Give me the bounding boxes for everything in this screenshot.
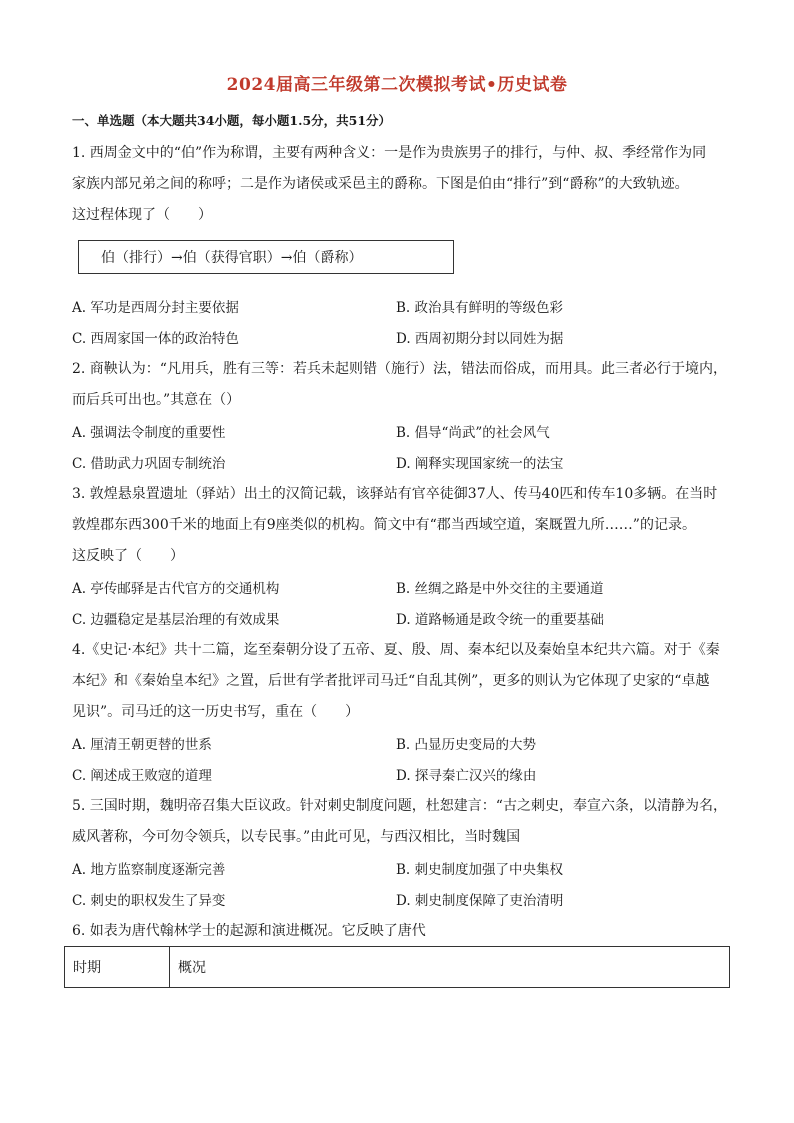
table-header-period: 时期 [65, 947, 170, 988]
q5-option-b[interactable]: B. 刺史制度加强了中央集权 [396, 862, 564, 878]
q1-option-d[interactable]: D. 西周初期分封以同姓为据 [396, 331, 564, 347]
q1-option-b[interactable]: B. 政治具有鲜明的等级色彩 [396, 300, 564, 316]
q4-option-a[interactable]: A. 厘清王朝更替的世系 [72, 737, 212, 753]
q2-option-d[interactable]: D. 阐释实现国家统一的法宝 [396, 456, 564, 472]
q3-option-a[interactable]: A. 亭传邮驿是古代官方的交通机构 [72, 581, 280, 597]
q2-option-b[interactable]: B. 倡导“尚武”的社会风气 [396, 425, 550, 441]
exam-title: 2024届高三年级第二次模拟考试•历史试卷 [226, 75, 568, 95]
q3-option-c[interactable]: C. 边疆稳定是基层治理的有效成果 [72, 612, 280, 628]
q1-line-3: 这过程体现了（ ） [72, 207, 212, 223]
q4-line-2: 本纪》和《秦始皇本纪》之置，后世有学者批评司马迁“自乱其例”，更多的则认为它体现了史家的“卓越 [72, 673, 710, 689]
q1-line-1: 1. 西周金文中的“伯”作为称谓，主要有两种含义：一是作为贵族男子的排行，与仲、叔、季经常作为同 [72, 145, 707, 161]
q2-option-a[interactable]: A. 强调法令制度的重要性 [72, 425, 226, 441]
q4-option-d[interactable]: D. 探寻秦亡汉兴的缘由 [396, 768, 537, 784]
q1-flow-box [78, 240, 454, 274]
q5-line-1: 5. 三国时期，魏明帝召集大臣议政。针对刺史制度问题，杜恕建言：“古之刺史，奉宣六条，以清静为名， [72, 798, 727, 814]
q1-option-a[interactable]: A. 军功是西周分封主要依据 [72, 300, 239, 316]
q4-line-3: 见识”。司马迁的这一历史书写，重在（ ） [72, 704, 360, 720]
q3-option-b[interactable]: B. 丝绸之路是中外交往的主要通道 [396, 581, 604, 597]
q3-option-d[interactable]: D. 道路畅通是政令统一的重要基础 [396, 612, 604, 628]
q5-option-a[interactable]: A. 地方监察制度逐渐完善 [72, 862, 226, 878]
q5-option-c[interactable]: C. 刺史的职权发生了异变 [72, 893, 226, 909]
q1-option-c[interactable]: C. 西周家国一体的政治特色 [72, 331, 239, 347]
table-row [65, 947, 730, 988]
table-header-overview: 概况 [170, 947, 730, 988]
q2-line-1: 2. 商鞅认为：“凡用兵，胜有三等：若兵未起则错（施行）法，错法而俗成，而用具。此三者必行于境内， [72, 361, 727, 377]
q4-option-b[interactable]: B. 凸显历史变局的大势 [396, 737, 537, 753]
q2-option-c[interactable]: C. 借助武力巩固专制统治 [72, 456, 226, 472]
q1-flow-text: 伯（排行）→伯（获得官职）→伯（爵称） [101, 250, 363, 266]
section-header: 一、单选题（本大题共34小题，每小题1.5分，共51分） [72, 113, 392, 128]
q4-option-c[interactable]: C. 阐述成王败寇的道理 [72, 768, 212, 784]
q1-line-2: 家族内部兄弟之间的称呼；二是作为诸侯或采邑主的爵称。下图是伯由“排行”到“爵称”的大致轨迹。 [72, 176, 689, 192]
q3-line-1: 3. 敦煌悬泉置遗址（驿站）出土的汉简记载，该驿站有官卒徒御37人、传马40匹和传车10多辆。在当时 [72, 486, 718, 502]
q4-line-1: 4.《史记·本纪》共十二篇，迄至秦朝分设了五帝、夏、殷、周、秦本纪以及秦始皇本纪共六篇。对于《秦 [72, 642, 720, 658]
q2-line-2: 而后兵可出也。”其意在（） [72, 392, 241, 408]
q6-line-1: 6. 如表为唐代翰林学士的起源和演进概况。它反映了唐代 [72, 923, 426, 939]
q5-line-2: 威风著称，今可勿令领兵，以专民事。”由此可见，与西汉相比，当时魏国 [72, 829, 521, 845]
q3-line-2: 敦煌郡东西300千米的地面上有9座类似的机构。简文中有“郡当西域空道，案厩置九所……”的记录。 [72, 517, 696, 533]
q5-option-d[interactable]: D. 刺史制度保障了吏治清明 [396, 893, 564, 909]
q6-table [64, 946, 730, 988]
q3-line-3: 这反映了（ ） [72, 548, 184, 564]
